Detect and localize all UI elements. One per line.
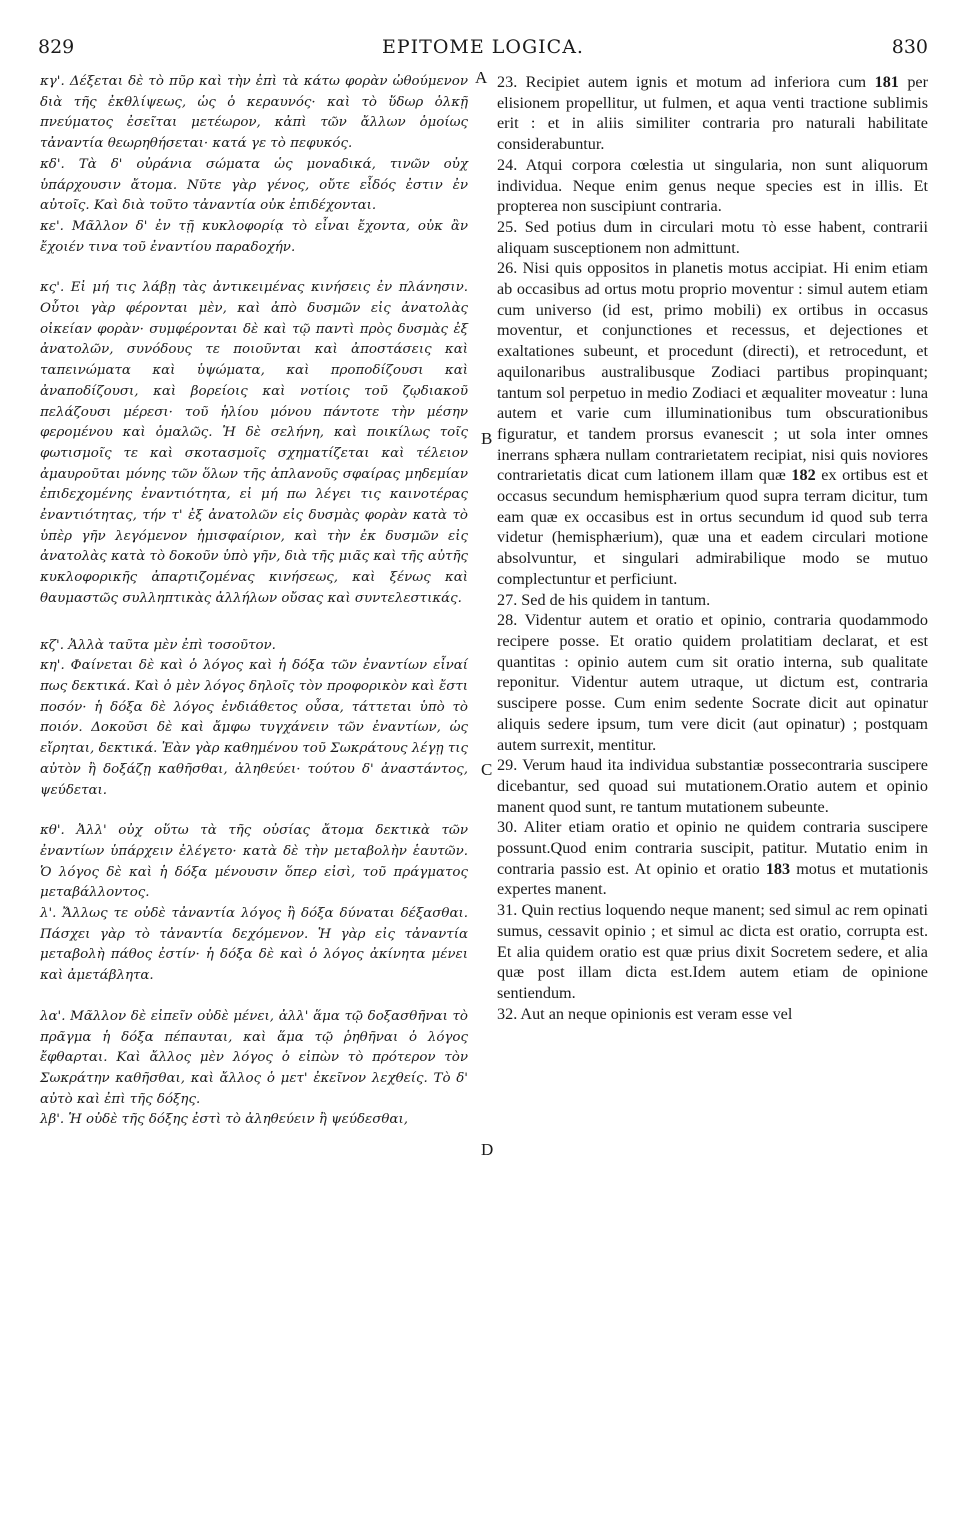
latin-column [497, 72, 928, 1024]
greek-paragraph-28: κη'. Φαίνεται δὲ καὶ ὁ λόγος καὶ ἡ δόξα τῶν ἐναντίων εἶναί πως δεκτικά. Καὶ ὁ μὲν λόγος δηλοῖς τὸν προφορικὸν καὶ ἔστι ποσόν· ἡ δόξα δὲ λόγος ἐνδιάθετος οὖσα, τάττεται ὑπὸ τὸ ποιόν. Δοκοῦσι δὲ καὶ ἄμφω τυγχάνειν τῶν ἐναντίων, ὡς εἴρηται, δεκτικά. Ἐὰν γὰρ καθημένου τοῦ Σωκράτους λέγῃ τις αὐτὸν ἢ δοξάζῃ καθῆσθαι, ἀληθεύει· τούτου δ' ἀναστάντος, ψεύδεται. [40, 658, 468, 798]
greek-paragraph-32: λβ'. Ἡ οὐδὲ τῆς δόξης ἐστὶ τὸ ἀληθεύειν ἢ ψεύδεσθαι, [40, 1112, 408, 1128]
latin-paragraph-23: 23. Recipiet autem ignis et motum ad inferiora cum 181 per elisionem propellitur, ut fulmen, et aqua venti tractione sublimis erit : et in aliis similiter contraria pro naturali habilitate considerabuntur. [497, 73, 928, 154]
greek-column [40, 72, 468, 1131]
greek-paragraph-30: λ'. Ἄλλως τε οὐδὲ τἀναντία λόγος ἢ δόξα δύναται δέξασθαι. Πάσχει γὰρ τὸ τἀναντία δεχόμενον. Ἡ γὰρ εἰς τἀναντία μεταβολὴ πάθος ἐστίν· ἡ δόξα δὲ καὶ ὁ λόγος ἀκίνητα μένει καὶ ἀμετάβλητα. [40, 906, 468, 984]
latin-paragraph-30: 30. Aliter etiam oratio et opinio ne quidem contraria suscipere possunt.Quod enim contraria suscipit, patitur. Mutatio enim in contraria passio est. At opinio et oratio 183 motus et mutationis expertes manent. [497, 818, 928, 899]
latin-paragraph-29: 29. Verum haud ita individua substantiæ possecontraria suscipere dicebantur, sed quoad sui mutationem.Oratio autem et opinio manent quod sunt, re tantum mutationem subeunte. [497, 756, 928, 816]
column-number-181: 181 [874, 73, 899, 91]
column-number-182: 182 [791, 466, 816, 485]
latin-paragraph-28: 28. Videntur autem et oratio et opinio, contraria quodammodo recipere posse. Et oratio quidem prolatitiam declarat, et est quantitas : opinio autem cum sit oratio interna, sub qualitate reponitur. Videntur autem utraque, ut dictum est, contraria suscipere posse. Cum enim sedente Socrate dicit aut opinatur aliquis sedere ipsum, tum vere dicit (aut opinatur) ; postquam autem surrexit, mentitur. [497, 611, 928, 754]
latin-paragraph-27: 27. Sed de his quidem in tantum. [497, 590, 711, 609]
page-number-left: 829 [38, 36, 75, 58]
page-number-right: 830 [891, 36, 928, 58]
greek-paragraph-31: λα'. Μᾶλλον δὲ εἰπεῖν οὐδὲ μένει, ἀλλ' ἅμα τῷ δοξασθῆναι τὸ πρᾶγμα ἡ δόξα πέπαυται, καὶ ἅμα τῷ ῥηθῆναι ὁ λόγος ἔφθαρται. Καὶ ἄλλος μὲν λόγος ὁ εἰπὼν τὸ πρότερον τὸν Σωκράτην καθῆσθαι, καὶ ἄλλος ὁ μετ' ἐκεῖνον λεχθείς. Τὸ δ' αὐτὸ καὶ ἐπὶ τῆς δόξης. [40, 1008, 468, 1107]
margin-marker-d: D [481, 1140, 494, 1159]
column-number-183: 183 [765, 859, 791, 878]
greek-paragraph-27: κζ'. Ἀλλὰ ταῦτα μὲν ἐπὶ τοσοῦτον. [40, 637, 276, 653]
latin-paragraph-25: 25. Sed potius dum in circulari motu τὸ esse habent, contrarii aliquam susceptionem non admittunt. [497, 217, 928, 257]
greek-paragraph-29: κθ'. Ἀλλ' οὐχ οὕτω τὰ τῆς οὐσίας ἄτομα δεκτικὰ τῶν ἐναντίων ὑπάρχειν ἐλέγετο· κατὰ δὲ τὴν μεταβολὴν ἑαυτῶν. Ὁ λόγος δὲ καὶ ἡ δόξα μένουσιν ὅπερ εἰσὶ, τοῦ πράγματος μεταβάλλοντος. [40, 823, 468, 901]
running-title: EPITOME LOGICA. [382, 36, 584, 58]
latin-paragraph-24: 24. Atqui corpora cœlestia ut singularia, non sunt aliquorum individua. Neque enim genus neque species est in illis. Et propterea non suscipiunt contraria. [497, 155, 928, 216]
margin-marker-c: C [481, 760, 493, 779]
greek-paragraph-23: κγ'. Δέξεται δὲ τὸ πῦρ καὶ τὴν ἐπὶ τὰ κάτω φορὰν ὠθούμενον διὰ τῆς ἐκθλίψεως, ὡς ὁ κεραυνός· καὶ τὸ ὕδωρ ὁλκῇ πνεύματος ἐσεῖται μετέωρον, κἀπὶ τῶν ἄλλων ὁμοίως τἀναντία θεωρηθήσεται· κατά γε τὸ πεφυκός. [40, 74, 468, 152]
page-header [38, 36, 928, 66]
greek-paragraph-26: κς'. Εἰ μή τις λάβῃ τὰς ἀντικειμένας κινήσεις ἐν πλάνησιν. Οὗτοι γὰρ φέρονται μὲν, καὶ ἀπὸ δυσμῶν εἰς ἀνατολὰς οἰκείαν φορὰν· συμφέρονται δὲ καὶ τῷ παντὶ πρὸς δυσμὰς ἐξ ἀνατολῶν, συνόδους τε ποιοῦνται καὶ ἀποστάσεις καὶ ταπεινώματα καὶ ὑψώματα, καὶ προποδίζουσι καὶ ἀναποδίζουσι, καὶ βορείοις καὶ νοτίοις τοῦ ζῳδιακοῦ πελάζουσι μέρεσι· τοῦ ἡλίου μόνου πάντοτε τὴν μέσην φερομένου καὶ ὁμαλῶς. Ἡ δὲ σελήνη, καὶ ποικίλως τοῖς φωτισμοῖς τε καὶ σκοτασμοῖς σχηματίζεται καὶ τέλειον ἀμαυροῦται μόνης τῶν ὅλων τῆς ἀπλανοῦς σφαίρας μηδεμίαν ἐπιδεχομένης ἐναντιότητα, εἰ μή πω λέγει τις καινοτέρας ἐναντιότητας, τήν τ' ἐξ ἀνατολῶν εἰς δυσμὰς φορὰν κατὰ τὸ ὑπὲρ γῆν λεγόμενον ἡμισφαίριον, καὶ τὴν ἐκ δυσμῶν εἰς ἀνατολὰς κατὰ τὸ δοκοῦν ὑπὸ γῆν, διὰ τῆς μιᾶς καὶ τῆς αὐτῆς κυκλοφορικῆς ἀπαρτιζομένας κινήσεως, καὶ ξένως καὶ θαυμαστῶς συλληπτικὰς ἀλλήλων οὔσας καὶ συντελεστικάς. [40, 280, 468, 606]
latin-paragraph-32: 32. Aut an neque opinionis est veram esse vel [497, 1004, 793, 1023]
margin-marker-b: B [481, 429, 493, 448]
latin-paragraph-26: 26. Nisi quis oppositos in planetis motus accipiat. Hi enim etiam ab occasibus ad ortus motu proprio moventur : simul autem etiam cum universo (id est, primo mobili) ex ortibus in occasus moventur, et conjunctiones et recessus, et dejectiones et exaltationes subeunt, et procedunt (directi), et retrocedunt, et aquilonaribus australibusque Zodiaci partibus propinquant; tantum sol perpetuo in medio Zodiaci et æqualiter moveatur : luna autem et varie cum illuminationibus tum obscurationibus figuratur, et tandem prorsus evanescit ; ut sola inter omnes inerrans sphæra nullam contrarietatem recipiat, nisi quis noviores contrarietatis dicat cum lationem illam quæ 182 ex ortibus est et occasus secundum hemisphærium quod supra terram dicitur, tum eam quæ ex occasibus est in ortus secundum id quod sub terra videtur (hemisphærium), quæ una et eadem circulari motione absolvuntur, et singulari admirabilique modo se mutuo complectuntur et perficiunt. [497, 259, 928, 588]
greek-paragraph-25: κε'. Μᾶλλον δ' ἐν τῇ κυκλοφορίᾳ τὸ εἶναι ἔχοντα, οὐκ ἂν ἔχοιέν τινα τοῦ ἐναντίου παραδοχήν. [40, 218, 468, 255]
margin-marker-a: A [475, 68, 488, 87]
latin-paragraph-31: 31. Quin rectius loquendo neque manent; sed simul ac rem opinati sumus, cessavit opinio ; et simul ac dicta est oratio, corrupta est. Et alia quidem oratio est quæ prius dixit Socretem sedere, et alia quæ post illam dicta est.Idem autem etiam de opinione sentiendum. [497, 901, 928, 1002]
greek-paragraph-24: κδ'. Τὰ δ' οὐράνια σώματα ὡς μοναδικά, τινῶν οὐχ ὑπάρχουσιν ἄτομα. Νῦτε γὰρ γένος, οὔτε εἶδός ἐστιν ἐν αὐτοῖς. Καὶ διὰ τοῦτο τἀναντία οὐκ ἐπιδέχονται. [40, 156, 468, 214]
